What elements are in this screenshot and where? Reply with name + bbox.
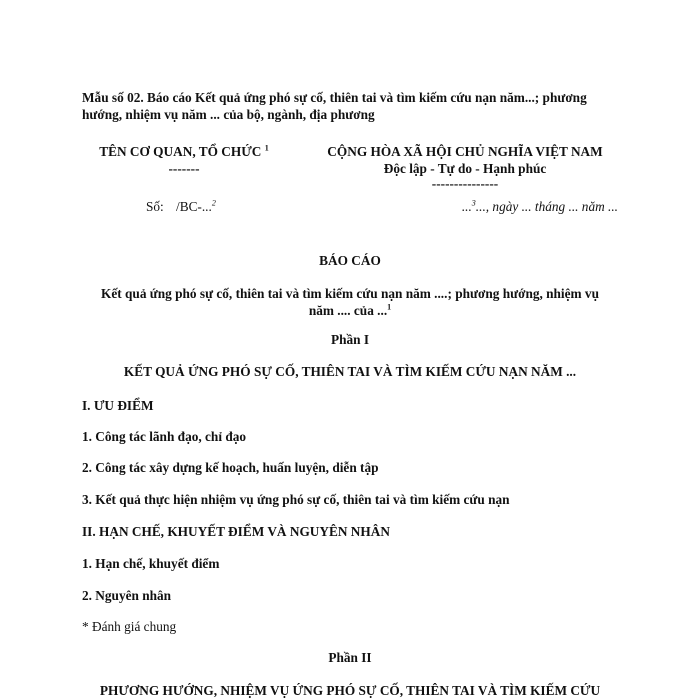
subsection-heading: 3. Kết quả thực hiện nhiệm vụ ứng phó sự cố, thiên tai và tìm kiếm cứu nạn [82,492,510,507]
part-1-label: Phần I [330,332,370,347]
report-subtitle [88,285,612,319]
date-text: ..., ngày ... tháng ... năm ... [475,199,618,214]
document-number [176,198,216,215]
section-heading: II. HẠN CHẾ, KHUYẾT ĐIỂM VÀ NGUYÊN NHÂN [82,524,390,539]
report-subtitle-footnote-ref: 1 [387,302,392,312]
document-number-value: /BC-... [176,199,212,214]
place-footnote-ref: 3 [471,198,476,208]
part-1-heading: KẾT QUẢ ỨNG PHÓ SỰ CỐ, THIÊN TAI VÀ TÌM KIẾM CỨU NẠN NĂM ... [123,364,577,379]
organization-footnote-ref: 1 [264,143,269,153]
national-title: CỘNG HÒA XÃ HỘI CHỦ NGHĨA VIỆT NAM [327,144,603,159]
organization-name [86,143,282,160]
document-number-label: Số: [146,199,164,214]
report-subtitle-text: Kết quả ứng phó sự cố, thiên tai và tìm kiếm cứu nạn năm ....; phương hướng, nhiệm vụ năm .... của ... [101,286,599,318]
national-motto: Độc lập - Tự do - Hạnh phúc [383,161,547,176]
subsection-heading: 1. Công tác lãnh đạo, chỉ đạo [82,429,247,444]
place-date-line [400,198,618,215]
document-number-footnote-ref: 2 [211,198,216,208]
organization-name-text: TÊN CƠ QUAN, TỔ CHỨC [99,144,262,159]
report-title: BÁO CÁO [319,253,381,268]
subsection-heading: 1. Hạn chế, khuyết điểm [82,556,220,571]
part-2-heading: PHƯƠNG HƯỚNG, NHIỆM VỤ ỨNG PHÓ SỰ CỐ, THIÊN TAI VÀ TÌM KIẾM CỨU [99,683,601,698]
subsection-heading: 2. Công tác xây dựng kế hoạch, huấn luyện, diễn tập [82,460,379,475]
part-2-label: Phần II [328,650,372,665]
general-assessment-label: * Đánh giá chung [82,619,177,634]
section-heading: I. ƯU ĐIỂM [82,398,154,413]
form-title: Mẫu số 02. Báo cáo Kết quả ứng phó sự cố, thiên tai và tìm kiếm cứu nạn năm...; phương hướng, nhiệm vụ năm ... của bộ, ngành, địa phương [82,90,587,122]
organization-separator: ------- [168,161,200,176]
subsection-heading: 2. Nguyên nhân [82,588,172,603]
motto-separator: --------------- [431,176,499,191]
place-prefix: ... [461,199,472,214]
